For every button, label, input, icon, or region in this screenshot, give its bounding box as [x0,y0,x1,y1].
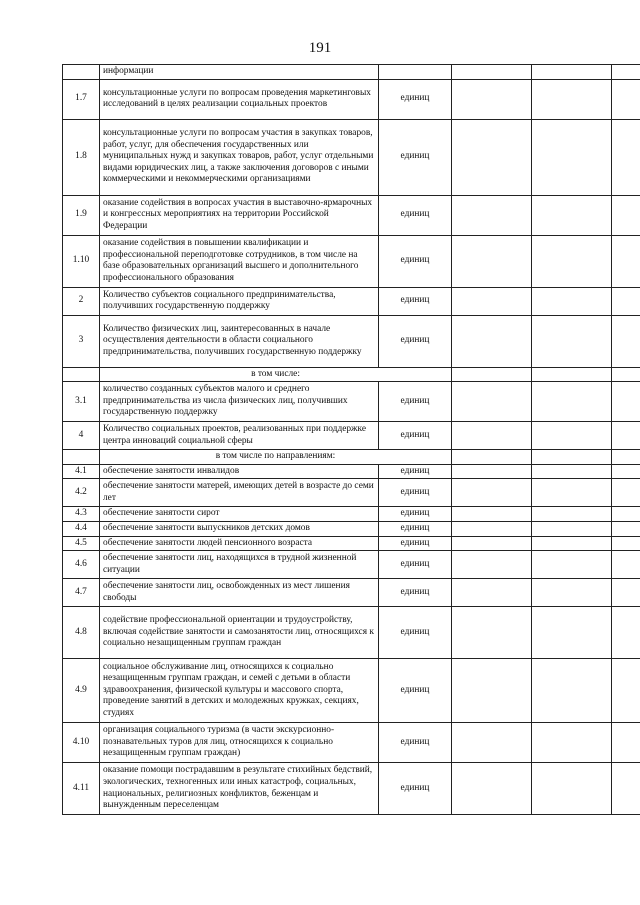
empty-value-cell [452,450,532,465]
empty-value-cell [612,723,640,763]
indicator-name: количество созданных субъектов малого и среднего предпринимательства из числа физических лиц, получивших государственную поддержку [100,382,379,422]
empty-value-cell [452,315,532,367]
empty-value-cell [612,450,640,465]
table-row [63,536,640,551]
indicator-name: оказание содействия в вопросах участия в выставочно-ярмарочных и конгрессных мероприятиях на территории Российской Федерации [100,195,379,235]
empty-value-cell [532,521,612,536]
empty-value-cell [452,763,532,815]
unit-of-measure: единиц [379,723,452,763]
table-row [63,315,640,367]
table-row [63,579,640,607]
unit-of-measure: единиц [379,79,452,119]
empty-value-cell [452,382,532,422]
empty-value-cell [532,235,612,287]
empty-value-cell [532,65,612,80]
empty-value-cell [452,422,532,450]
table-row [63,479,640,507]
row-number: 4.5 [63,536,100,551]
unit-of-measure: единиц [379,507,452,522]
unit-of-measure: единиц [379,659,452,723]
indicator-name: оказание помощи пострадавшим в результате стихийных бедствий, экологических, техногенных или иных катастроф, социальных, национальных, религиозных конфликтов, беженцам и вынужденным переселенцам [100,763,379,815]
empty-value-cell [612,521,640,536]
empty-value-cell [532,450,612,465]
row-number: 4.2 [63,479,100,507]
table-row [63,382,640,422]
empty-value-cell [612,464,640,479]
row-number: 4.3 [63,507,100,522]
row-number: 1.8 [63,119,100,195]
indicator-name: социальное обслуживание лиц, относящихся к социально незащищенным группам граждан, и семей с детьми в области здравоохранения, физической культуры и массового спорта, проведение занятий в детских и молодежных кружках, секциях, студиях [100,659,379,723]
table-row [63,464,640,479]
indicator-name: организация социального туризма (в части экскурсионно-познавательных туров для лиц, относящихся к социально незащищенным группам граждан) [100,723,379,763]
indicator-name: обеспечение занятости матерей, имеющих детей в возрасте до семи лет [100,479,379,507]
indicator-name: Количество физических лиц, заинтересованных в начале осуществления деятельности в области социального предпринимательства, получивших государственную поддержку [100,315,379,367]
empty-value-cell [532,551,612,579]
table-row [63,659,640,723]
table-row [63,723,640,763]
table-row [63,763,640,815]
unit-of-measure: единиц [379,551,452,579]
indicator-name: обеспечение занятости лиц, находящихся в трудной жизненной ситуации [100,551,379,579]
empty-value-cell [452,579,532,607]
empty-value-cell [612,382,640,422]
row-number: 1.10 [63,235,100,287]
indicator-name: Количество социальных проектов, реализованных при поддержке центра инноваций социальной сферы [100,422,379,450]
unit-of-measure: единиц [379,382,452,422]
empty-value-cell [612,551,640,579]
empty-value-cell [532,607,612,659]
num-cell [63,367,100,382]
empty-value-cell [532,579,612,607]
row-number: 4.7 [63,579,100,607]
row-number: 4.4 [63,521,100,536]
empty-value-cell [612,235,640,287]
empty-value-cell [452,479,532,507]
table-row [63,65,640,80]
table-row [63,79,640,119]
unit-of-measure: единиц [379,521,452,536]
row-number: 4.8 [63,607,100,659]
empty-value-cell [452,551,532,579]
empty-value-cell [532,382,612,422]
empty-value-cell [452,65,532,80]
empty-value-cell [612,607,640,659]
unit-of-measure: единиц [379,536,452,551]
table-subheader-row [63,367,640,382]
indicator-name: оказание содействия в повышении квалификации и профессиональной переподготовке сотрудников, в том числе на базе образовательных организаций высшего и дополнительного профессионального образования [100,235,379,287]
table-subheader-row [63,450,640,465]
indicators-table [62,64,640,815]
empty-value-cell [532,195,612,235]
empty-value-cell [532,287,612,315]
empty-value-cell [612,287,640,315]
indicator-name: обеспечение занятости лиц, освобожденных из мест лишения свободы [100,579,379,607]
table-row [63,551,640,579]
table-row [63,195,640,235]
empty-value-cell [612,79,640,119]
row-number [63,65,100,80]
unit-of-measure: единиц [379,607,452,659]
unit-of-measure: единиц [379,763,452,815]
table-row [63,507,640,522]
row-number: 4 [63,422,100,450]
empty-value-cell [612,119,640,195]
empty-value-cell [612,195,640,235]
empty-value-cell [532,763,612,815]
empty-value-cell [452,536,532,551]
empty-value-cell [452,521,532,536]
row-number: 3.1 [63,382,100,422]
empty-value-cell [612,422,640,450]
table-row [63,119,640,195]
empty-value-cell [532,723,612,763]
indicator-name: содействие профессиональной ориентации и трудоустройству, включая содействие занятости и самозанятости лиц, относящихся к социально незащищенным группам граждан [100,607,379,659]
unit-of-measure: единиц [379,422,452,450]
empty-value-cell [452,367,532,382]
indicator-name: Количество субъектов социального предпринимательства, получивших государственную поддержку [100,287,379,315]
empty-value-cell [612,367,640,382]
table-row [63,521,640,536]
empty-value-cell [612,763,640,815]
num-cell [63,450,100,465]
empty-value-cell [532,315,612,367]
row-number: 4.10 [63,723,100,763]
empty-value-cell [452,235,532,287]
indicator-name: консультационные услуги по вопросам проведения маркетинговых исследований в целях реализации социальных проектов [100,79,379,119]
empty-value-cell [532,79,612,119]
empty-value-cell [452,119,532,195]
indicator-name: консультационные услуги по вопросам участия в закупках товаров, работ, услуг, для обеспечения государственных или муниципальных нужд и закупках товаров, работ, услуг отдельными видами юридических лиц, а также заключения договоров с иными коммерческими и некоммерческими организациями [100,119,379,195]
empty-value-cell [532,536,612,551]
indicator-name: информации [100,65,379,80]
empty-value-cell [532,507,612,522]
empty-value-cell [612,507,640,522]
empty-value-cell [612,479,640,507]
empty-value-cell [612,536,640,551]
row-number: 4.1 [63,464,100,479]
unit-of-measure: единиц [379,479,452,507]
empty-value-cell [452,287,532,315]
subheader-label: в том числе: [100,367,452,382]
indicator-name: обеспечение занятости сирот [100,507,379,522]
empty-value-cell [532,422,612,450]
row-number: 4.6 [63,551,100,579]
subheader-label: в том числе по направлениям: [100,450,452,465]
empty-value-cell [532,464,612,479]
row-number: 4.9 [63,659,100,723]
unit-of-measure [379,65,452,80]
unit-of-measure: единиц [379,315,452,367]
unit-of-measure: единиц [379,579,452,607]
row-number: 2 [63,287,100,315]
empty-value-cell [452,195,532,235]
page-number: 191 [308,40,332,56]
empty-value-cell [452,464,532,479]
unit-of-measure: единиц [379,235,452,287]
table-row [63,607,640,659]
empty-value-cell [612,65,640,80]
empty-value-cell [612,659,640,723]
unit-of-measure: единиц [379,464,452,479]
table-row [63,235,640,287]
empty-value-cell [612,315,640,367]
indicator-name: обеспечение занятости людей пенсионного возраста [100,536,379,551]
empty-value-cell [532,367,612,382]
row-number: 1.7 [63,79,100,119]
table-row [63,287,640,315]
indicator-name: обеспечение занятости инвалидов [100,464,379,479]
empty-value-cell [532,659,612,723]
unit-of-measure: единиц [379,119,452,195]
row-number: 4.11 [63,763,100,815]
empty-value-cell [612,579,640,607]
row-number: 3 [63,315,100,367]
empty-value-cell [452,659,532,723]
empty-value-cell [452,79,532,119]
empty-value-cell [532,119,612,195]
indicator-name: обеспечение занятости выпускников детских домов [100,521,379,536]
empty-value-cell [532,479,612,507]
empty-value-cell [452,507,532,522]
empty-value-cell [452,723,532,763]
table-row [63,422,640,450]
row-number: 1.9 [63,195,100,235]
unit-of-measure: единиц [379,195,452,235]
empty-value-cell [452,607,532,659]
unit-of-measure: единиц [379,287,452,315]
